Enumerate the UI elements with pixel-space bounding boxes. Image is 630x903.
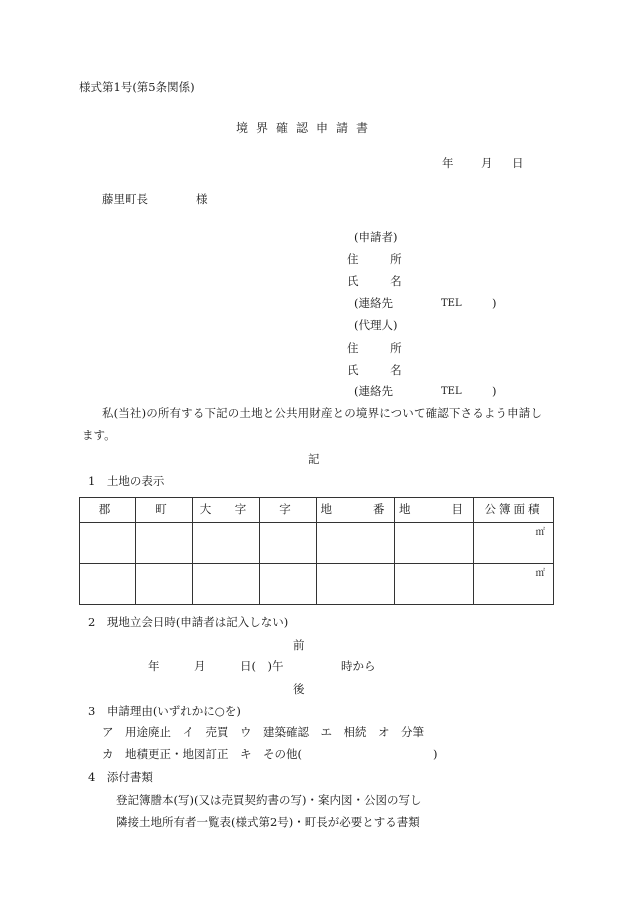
- cell-chiban[interactable]: [317, 564, 395, 605]
- applicant-close-paren: ): [492, 296, 497, 310]
- area-unit: ㎡: [535, 568, 545, 579]
- date-year: 年: [442, 156, 454, 170]
- request-text-line2: ます。: [82, 428, 116, 442]
- applicant-name-label: 氏 名: [347, 274, 416, 288]
- land-table-header: [80, 498, 554, 523]
- cell-gun[interactable]: [80, 564, 136, 605]
- cell-area[interactable]: [474, 564, 554, 605]
- applicant-tel-label: TEL: [441, 298, 462, 309]
- cell-gun[interactable]: [80, 523, 136, 564]
- cell-chimoku[interactable]: [395, 523, 474, 564]
- section2-am: 前: [293, 638, 305, 652]
- cell-aza[interactable]: [260, 564, 317, 605]
- cell-oaza[interactable]: [193, 564, 260, 605]
- form-number: 様式第1号(第5条関係): [79, 80, 195, 94]
- applicant-contact-label: (連絡先: [354, 296, 393, 310]
- section2-title: 2 現地立会日時(申請者は記入しない): [88, 615, 289, 629]
- date-month: 月: [481, 156, 493, 170]
- table-row: [80, 523, 554, 564]
- section3-title: 3 申請理由(いずれかに○を): [88, 704, 241, 718]
- section4-docs-line1: 登記簿謄本(写)(又は売買契約書の写)・案内図・公図の写し: [116, 793, 422, 807]
- agent-close-paren: ): [492, 384, 497, 398]
- col-oaza: 大 字: [193, 498, 260, 523]
- agent-contact-label: (連絡先: [354, 384, 393, 398]
- applicant-address-label: 住 所: [347, 252, 416, 266]
- section1-title: 1 土地の表示: [88, 474, 165, 488]
- addressee-honorific: 様: [196, 192, 208, 206]
- addressee-name: 藤里町長: [102, 192, 148, 206]
- date-day: 日: [512, 156, 524, 170]
- section4-docs-line2: 隣接土地所有者一覧表(様式第2号)・町長が必要とする書類: [116, 815, 420, 829]
- agent-heading: (代理人): [354, 318, 398, 332]
- col-chimoku: 地 目: [395, 498, 474, 523]
- applicant-heading: (申請者): [354, 230, 398, 244]
- table-row: [80, 564, 554, 605]
- section2-datetime-line: 年 月 日( )午 時から: [148, 659, 376, 673]
- section3-close-paren: ): [433, 747, 438, 761]
- cell-aza[interactable]: [260, 523, 317, 564]
- agent-tel-label: TEL: [441, 386, 462, 397]
- col-chiban: 地 番: [317, 498, 395, 523]
- col-aza: 字: [260, 498, 317, 523]
- land-table: [79, 497, 554, 605]
- col-cho: 町: [136, 498, 193, 523]
- agent-name-label: 氏 名: [347, 363, 416, 377]
- cell-chimoku[interactable]: [395, 564, 474, 605]
- col-gun: 郡: [80, 498, 136, 523]
- col-area: 公簿面積: [474, 498, 554, 523]
- area-unit: ㎡: [535, 527, 545, 538]
- cell-oaza[interactable]: [193, 523, 260, 564]
- cell-chiban[interactable]: [317, 523, 395, 564]
- section4-title: 4 添付書類: [88, 770, 153, 784]
- cell-area[interactable]: [474, 523, 554, 564]
- cell-cho[interactable]: [136, 564, 193, 605]
- section2-pm: 後: [293, 682, 305, 696]
- ki-heading: 記: [308, 452, 320, 466]
- request-text-line1: 私(当社)の所有する下記の土地と公共用財産との境界について確認下さるよう申請し: [102, 406, 543, 420]
- section3-reasons-line2: カ 地積更正・地図訂正 キ その他(: [102, 747, 302, 761]
- cell-cho[interactable]: [136, 523, 193, 564]
- form-title: 境界確認申請書: [236, 121, 377, 135]
- agent-address-label: 住 所: [347, 341, 416, 355]
- section3-reasons-line1: ア 用途廃止 イ 売買 ウ 建築確認 エ 相続 オ 分筆: [102, 725, 424, 739]
